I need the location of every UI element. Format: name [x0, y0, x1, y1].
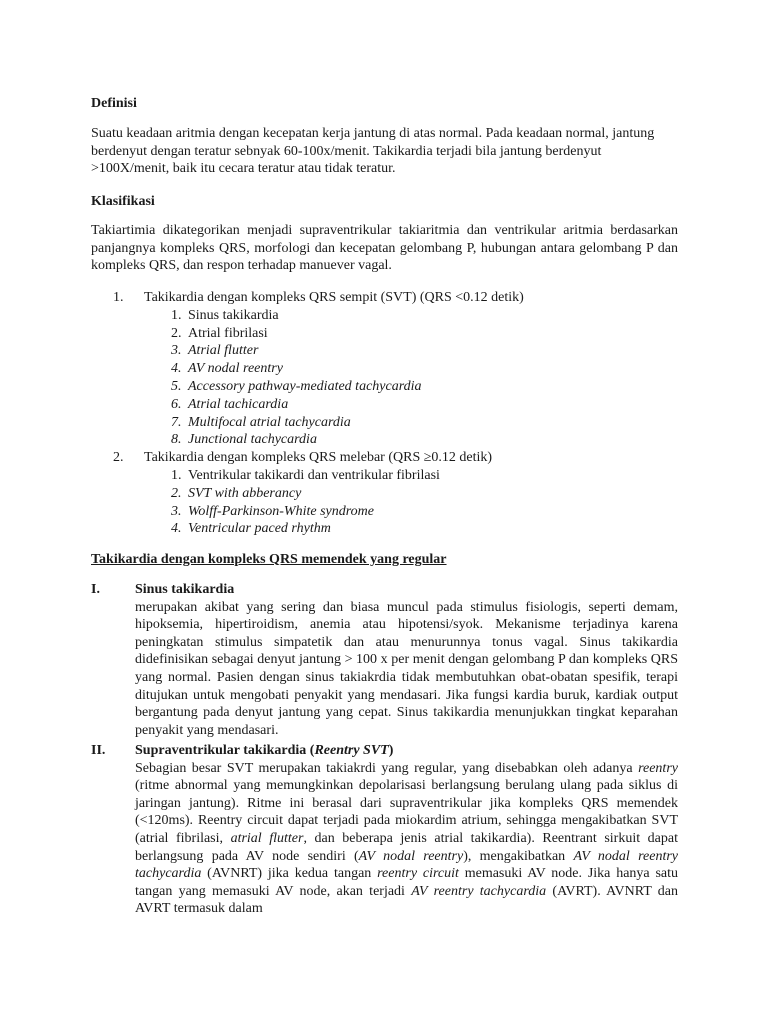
sublist-item: Wolff-Parkinson-White syndrome: [188, 503, 374, 519]
sublist-number: 3.: [171, 503, 182, 519]
definisi-paragraph: Suatu keadaan aritmia dengan kecepatan kerja jantung di atas normal. Pada keadaan normal, jantung berdenyut dengan teratur sebnyak 60-100x/menit. Takikardia terjadi bila jantung berdenyut >100X/menit, baik itu cecara teratur atau tidak teratur.: [91, 126, 655, 176]
text-run: Sebagian besar SVT merupakan takiakrdi yang regular, yang disebabkan oleh adanya: [135, 760, 639, 776]
sublist-number: 7.: [171, 414, 182, 430]
sublist-item: Junctional tachycardia: [188, 432, 317, 448]
text-run: , dan beberapa jenis atrial takikardia). Reentrant sirkuit dapat berlangsung pada AV node sendiri (: [135, 830, 679, 864]
klasifikasi-heading: Klasifikasi: [91, 194, 155, 209]
heading-part: Supraventrikular takikardia (: [135, 743, 315, 758]
section-title: [91, 551, 678, 569]
sublist-item: SVT with abberancy: [188, 485, 302, 501]
sublist-number: 2.: [171, 485, 182, 501]
sublist-number: 8.: [171, 432, 182, 448]
section-title-text: Takikardia dengan kompleks QRS memendek yang regular: [91, 552, 447, 567]
italic-run: reentry: [638, 760, 678, 776]
section-supraventrikular: [91, 742, 678, 918]
text-run: memasuki AV node. Jika hanya satu tangan yang memasuki AV node, akan terjadi: [135, 866, 679, 899]
section-number: II.: [91, 743, 106, 758]
definisi-heading: Definisi: [91, 96, 137, 111]
sublist-number: 5.: [171, 378, 182, 394]
text-run: (AVRT). AVNRT dan AVRT termasuk dalam: [135, 883, 678, 917]
sublist-number: 4.: [171, 521, 182, 537]
section-paragraph: [135, 760, 678, 918]
text-run: (ritme abnormal yang memungkinkan depolarisasi berlangsung berulang ulang pada siklus di jaringan jantung). Ritme ini berasal dari supraventrikular jika kompleks QRS memendek (<120ms). Reentry circuit dapat terjadi pada miokardim atrium, sehingga mengakibatkan SVT (atrial fibrilasi,: [135, 778, 678, 846]
italic-run: reentry circuit: [377, 866, 459, 882]
sublist-number: 2.: [171, 325, 182, 341]
sublist-number: 1.: [171, 307, 182, 323]
sublist-item: Sinus takikardia: [188, 307, 279, 323]
classification-list: [91, 289, 691, 538]
section-heading: [135, 742, 393, 760]
italic-run: AV nodal reentry: [358, 848, 464, 864]
section-paragraph: merupakan akibat yang sering dan biasa muncul pada stimulus fisiologis, seperti demam, hipoksemia, hipertiroidism, anemia atau hipotensi/syok. Mekanisme terjadinya karena peningkatan stimulus simpatetik dan atau menurunnya tonus vagal. Sinus takikardia didefinisikan sebagai denyut jantung > 100 x per menit dengan gelombang P dan kompleks QRS yang normal. Pasien dengan sinus takiakrdia tidak membutuhkan obat-obatan spesifik, terapi ditujukan untuk mengobati penyakit yang mendasari. Jika fungsi kardia buruk, kardiak output bergantung pada denyut jantung yang cepat. Sinus takikardia menunjukkan tingkat keparahan penyakit yang mendasari.: [135, 599, 678, 738]
sublist-item: Ventrikular takikardi dan ventrikular fibrilasi: [188, 467, 440, 483]
text-run: (AVNRT) jika kedua tangan: [201, 866, 378, 882]
italic-run: AV nodal reentry tachycardia: [135, 848, 678, 882]
section-number: I.: [91, 582, 100, 597]
list-number: 1.: [113, 290, 124, 305]
list-label: Takikardia dengan kompleks QRS sempit (SVT) (QRS <0.12 detik): [144, 290, 524, 305]
sublist-item: Atrial flutter: [188, 343, 259, 359]
italic-run: atrial flutter: [230, 830, 304, 846]
sublist-number: 3.: [171, 343, 182, 359]
sublist-number: 1.: [171, 467, 182, 483]
section-heading: Sinus takikardia: [135, 582, 235, 597]
sublist-item: Ventricular paced rhythm: [188, 521, 331, 537]
sublist-item: Atrial fibrilasi: [188, 325, 268, 341]
sublist-item: AV nodal reentry: [188, 361, 283, 377]
sublist-number: 4.: [171, 361, 182, 377]
list-item: [91, 289, 691, 307]
sublist-item: Accessory pathway-mediated tachycardia: [188, 378, 422, 394]
klasifikasi-paragraph: Takiartimia dikategorikan menjadi supraventrikular takiaritmia dan ventrikular aritmia berdasarkan panjangnya kompleks QRS, morfologi dan kecepatan gelombang P, hubungan antara gelombang P dan kompleks QRS, dan respon terhadap manuever vagal.: [91, 223, 678, 273]
list-number: 2.: [113, 450, 124, 466]
section-sinus-takikardia: [91, 581, 678, 739]
heading-part: ): [388, 743, 394, 758]
text-run: ), mengakibatkan: [463, 848, 574, 864]
sublist-item: Multifocal atrial tachycardia: [188, 414, 351, 430]
sublist-item: Atrial tachicardia: [188, 396, 289, 412]
list-item: [91, 449, 691, 467]
sublist-number: 6.: [171, 396, 182, 412]
italic-run: AV reentry tachycardia: [411, 883, 547, 899]
heading-italic-part: Reentry SVT: [314, 743, 389, 758]
list-label: Takikardia dengan kompleks QRS melebar (QRS ≥0.12 detik): [144, 450, 493, 466]
